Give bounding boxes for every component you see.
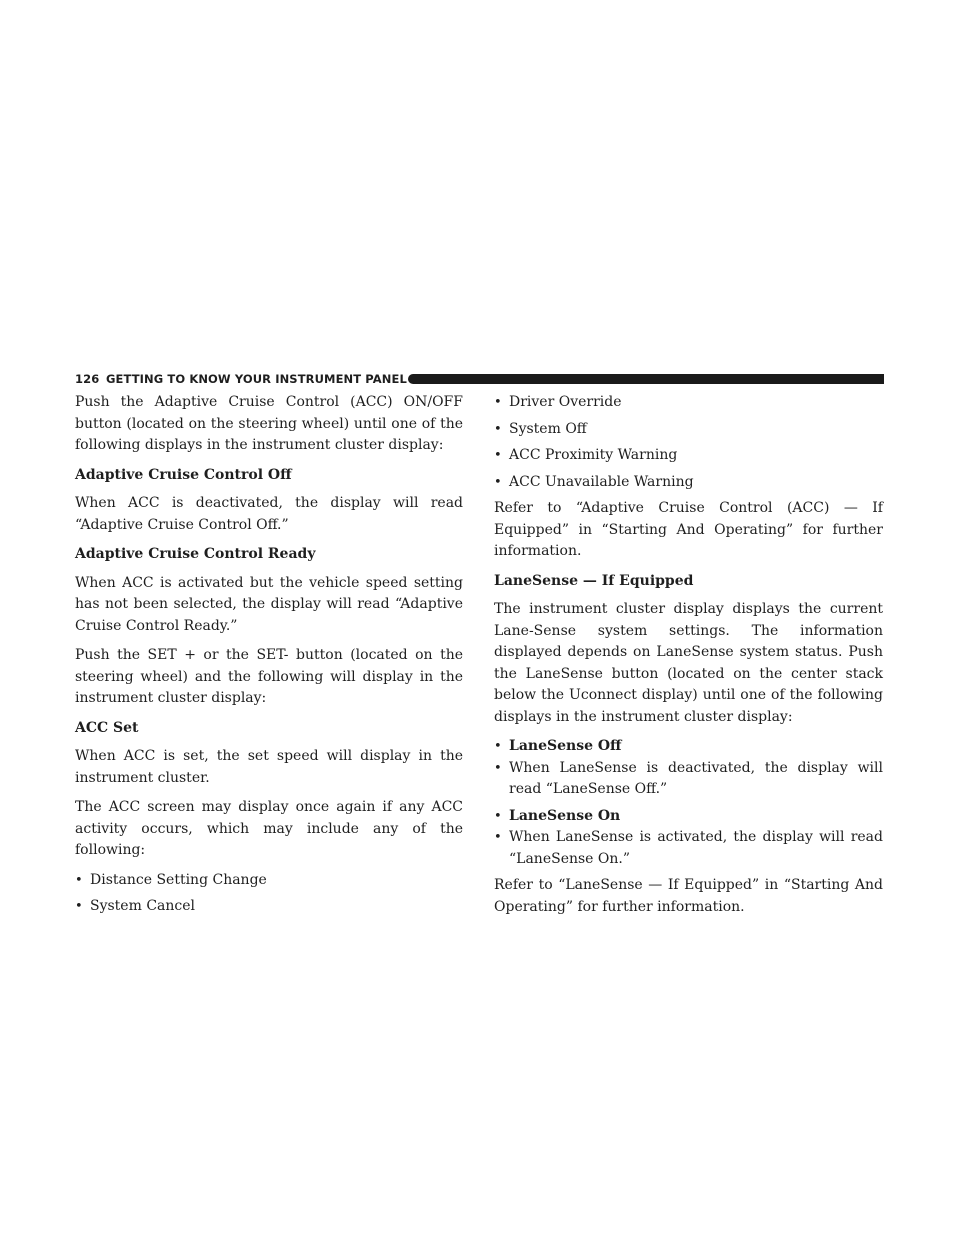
list-item-lanesense-off-desc [494,758,883,801]
list-item-text: ACC Proximity Warning [509,447,678,463]
list-item [75,896,463,918]
paragraph-lanesense-refer: Refer to “LaneSense — If Equipped” in “Starting And Operating” for further information. [494,877,883,915]
list-item-text: System Off [509,420,587,437]
heading-acc-set: ACC Set [75,719,139,736]
bullet-icon: • [75,899,83,914]
bullet-icon: • [494,760,502,776]
list-item-text: Distance Setting Change [90,871,267,888]
paragraph-acc-off: When ACC is deactivated, the display will read “Adaptive Cruise Control Off.” [75,495,463,533]
list-item-lanesense-on-desc [494,827,883,870]
heading-lanesense: LaneSense — If Equipped [494,572,694,589]
list-item-text: When LaneSense is activated, the display will read “LaneSense On.” [509,829,883,867]
left-column [75,392,463,923]
list-item-text: ACC Unavailable Warning [509,473,694,490]
bullet-icon: • [494,474,502,490]
list-item [75,870,463,892]
heading-acc-ready: Adaptive Cruise Control Ready [75,546,316,562]
list-item-label: LaneSense Off [509,738,622,754]
bullet-icon: • [75,872,83,888]
right-column [494,392,883,926]
list-item [494,445,883,467]
list-item-text: Driver Override [509,394,622,410]
header-rule-bar [408,374,884,384]
page-number: 126 [75,372,100,386]
list-item [494,392,883,414]
list-item-text: System Cancel [90,898,195,914]
list-item-lanesense-on [494,806,883,828]
list-item-text: When LaneSense is deactivated, the display will read “LaneSense Off.” [509,759,883,797]
paragraph-acc-screen: The ACC screen may display once again if any ACC activity occurs, which may include any of the following: [75,799,463,858]
paragraph-set-button: Push the SET + or the SET- button (located on the steering wheel) and the following will display in the instrument cluster display: [75,647,463,706]
list-item [494,472,883,494]
page-header [75,371,884,387]
bullet-icon: • [494,739,502,754]
bullet-icon: • [494,448,502,463]
bullet-icon: • [494,808,502,824]
paragraph-lanesense: The instrument cluster display displays the current Lane-Sense system settings. The information displayed depends on LaneSense system status. Push the LaneSense button (located on the center stack below the Uconnect display) until one of the following displays in the instrument cluster display: [494,601,883,725]
paragraph-acc-set: When ACC is set, the set speed will display in the instrument cluster. [75,748,463,786]
bullet-icon: • [494,830,502,845]
bullet-icon: • [494,395,502,410]
intro-paragraph: Push the Adaptive Cruise Control (ACC) ON/OFF button (located on the steering wheel) until one of the following displays in the instrument cluster display: [75,394,463,453]
list-item-label: LaneSense On [509,807,621,824]
paragraph-acc-refer: Refer to “Adaptive Cruise Control (ACC) — If Equipped” in “Starting And Operating” for further information. [494,500,883,559]
bullet-icon: • [494,421,502,437]
list-item [494,419,883,441]
list-item-lanesense-off [494,736,883,758]
heading-acc-off: Adaptive Cruise Control Off [75,466,292,483]
section-title: GETTING TO KNOW YOUR INSTRUMENT PANEL [106,372,407,386]
paragraph-acc-ready: When ACC is activated but the vehicle speed setting has not been selected, the display will read “Adaptive Cruise Control Ready.” [75,574,463,634]
